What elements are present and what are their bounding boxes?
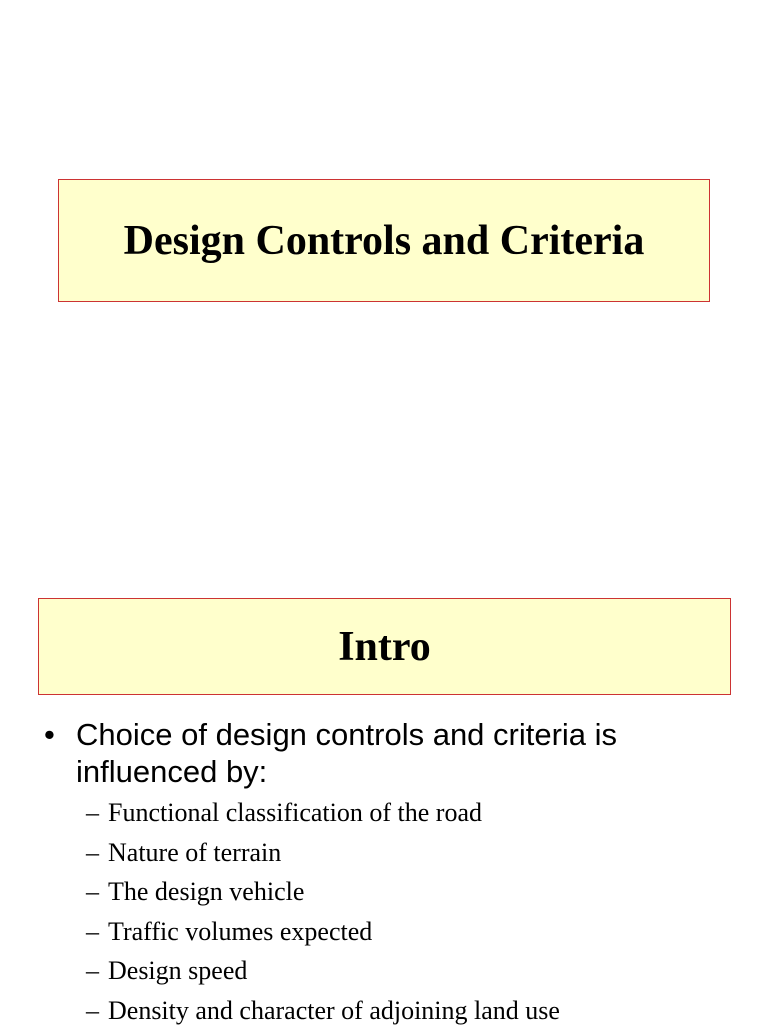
sub-bullet-list xyxy=(86,795,560,1032)
main-bullet xyxy=(44,716,744,790)
section-title: Intro xyxy=(338,623,431,671)
sub-bullet-text: Nature of terrain xyxy=(108,838,281,867)
dash-marker: – xyxy=(86,953,108,989)
slide-title-box xyxy=(58,179,710,302)
slide-title: Design Controls and Criteria xyxy=(124,217,645,265)
sub-bullet-text: Functional classification of the road xyxy=(108,798,482,827)
bullet-marker: • xyxy=(44,716,55,753)
sub-bullet-item xyxy=(86,993,560,1032)
sub-bullet-item xyxy=(86,914,560,954)
sub-bullet-item xyxy=(86,795,560,835)
dash-marker: – xyxy=(86,795,108,831)
dash-marker: – xyxy=(86,993,108,1029)
dash-marker: – xyxy=(86,914,108,950)
section-title-box xyxy=(38,598,731,695)
sub-bullet-item xyxy=(86,953,560,993)
bullet-text: Choice of design controls and criteria is influenced by: xyxy=(44,716,744,790)
sub-bullet-text: Traffic volumes expected xyxy=(108,917,372,946)
sub-bullet-item xyxy=(86,835,560,875)
dash-marker: – xyxy=(86,874,108,910)
sub-bullet-item xyxy=(86,874,560,914)
dash-marker: – xyxy=(86,835,108,871)
sub-bullet-text: Design speed xyxy=(108,956,247,985)
sub-bullet-text: The design vehicle xyxy=(108,877,304,906)
sub-bullet-text: Density and character of adjoining land use xyxy=(108,996,560,1025)
